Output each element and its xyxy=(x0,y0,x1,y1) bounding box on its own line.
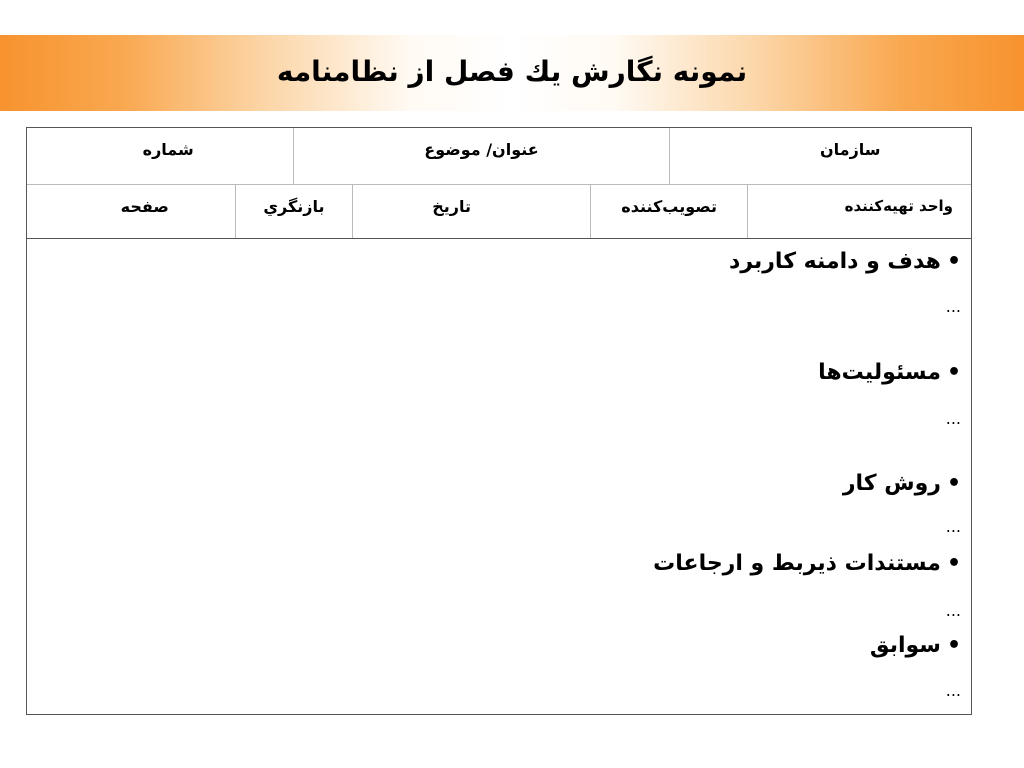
approved-by-cell: تصويب‌كننده xyxy=(590,185,748,238)
section-title-responsibilities: •مسئوليت‌ها xyxy=(818,360,961,385)
organization-cell: سازمان xyxy=(669,128,971,184)
header-row-2 xyxy=(27,185,971,239)
bullet-icon: • xyxy=(946,360,961,385)
bullet-icon: • xyxy=(946,551,961,576)
section-placeholder-records: ... xyxy=(945,681,961,700)
date-cell: تاريخ xyxy=(352,185,590,238)
section-title-scope: •هدف و دامنه كاربرد xyxy=(729,249,961,274)
revision-cell: بازنگري xyxy=(235,185,353,238)
number-cell: شماره xyxy=(142,140,194,159)
title-banner xyxy=(0,35,1024,111)
form-table xyxy=(26,127,972,715)
page-title: نمونه نگارش يك فصل از نظامنامه xyxy=(276,54,748,88)
section-placeholder-scope: ... xyxy=(945,297,961,316)
subject-cell: عنوان/ موضوع xyxy=(293,128,668,184)
section-title-records: •سوابق xyxy=(869,633,961,658)
section-title-procedure: •روش كار xyxy=(842,471,961,496)
bullet-icon: • xyxy=(946,633,961,658)
section-placeholder-documents: ... xyxy=(945,601,961,620)
section-title-documents: •مستندات ذيربط و ارجاعات xyxy=(653,551,961,576)
page-cell: صفحه xyxy=(120,197,169,216)
bullet-icon: • xyxy=(946,249,961,274)
section-placeholder-responsibilities: ... xyxy=(945,409,961,428)
section-placeholder-procedure: ... xyxy=(945,517,961,536)
bullet-icon: • xyxy=(946,471,961,496)
header-row-1 xyxy=(27,128,971,185)
prepared-by-cell: واحد تهيه‌كننده xyxy=(747,185,971,238)
